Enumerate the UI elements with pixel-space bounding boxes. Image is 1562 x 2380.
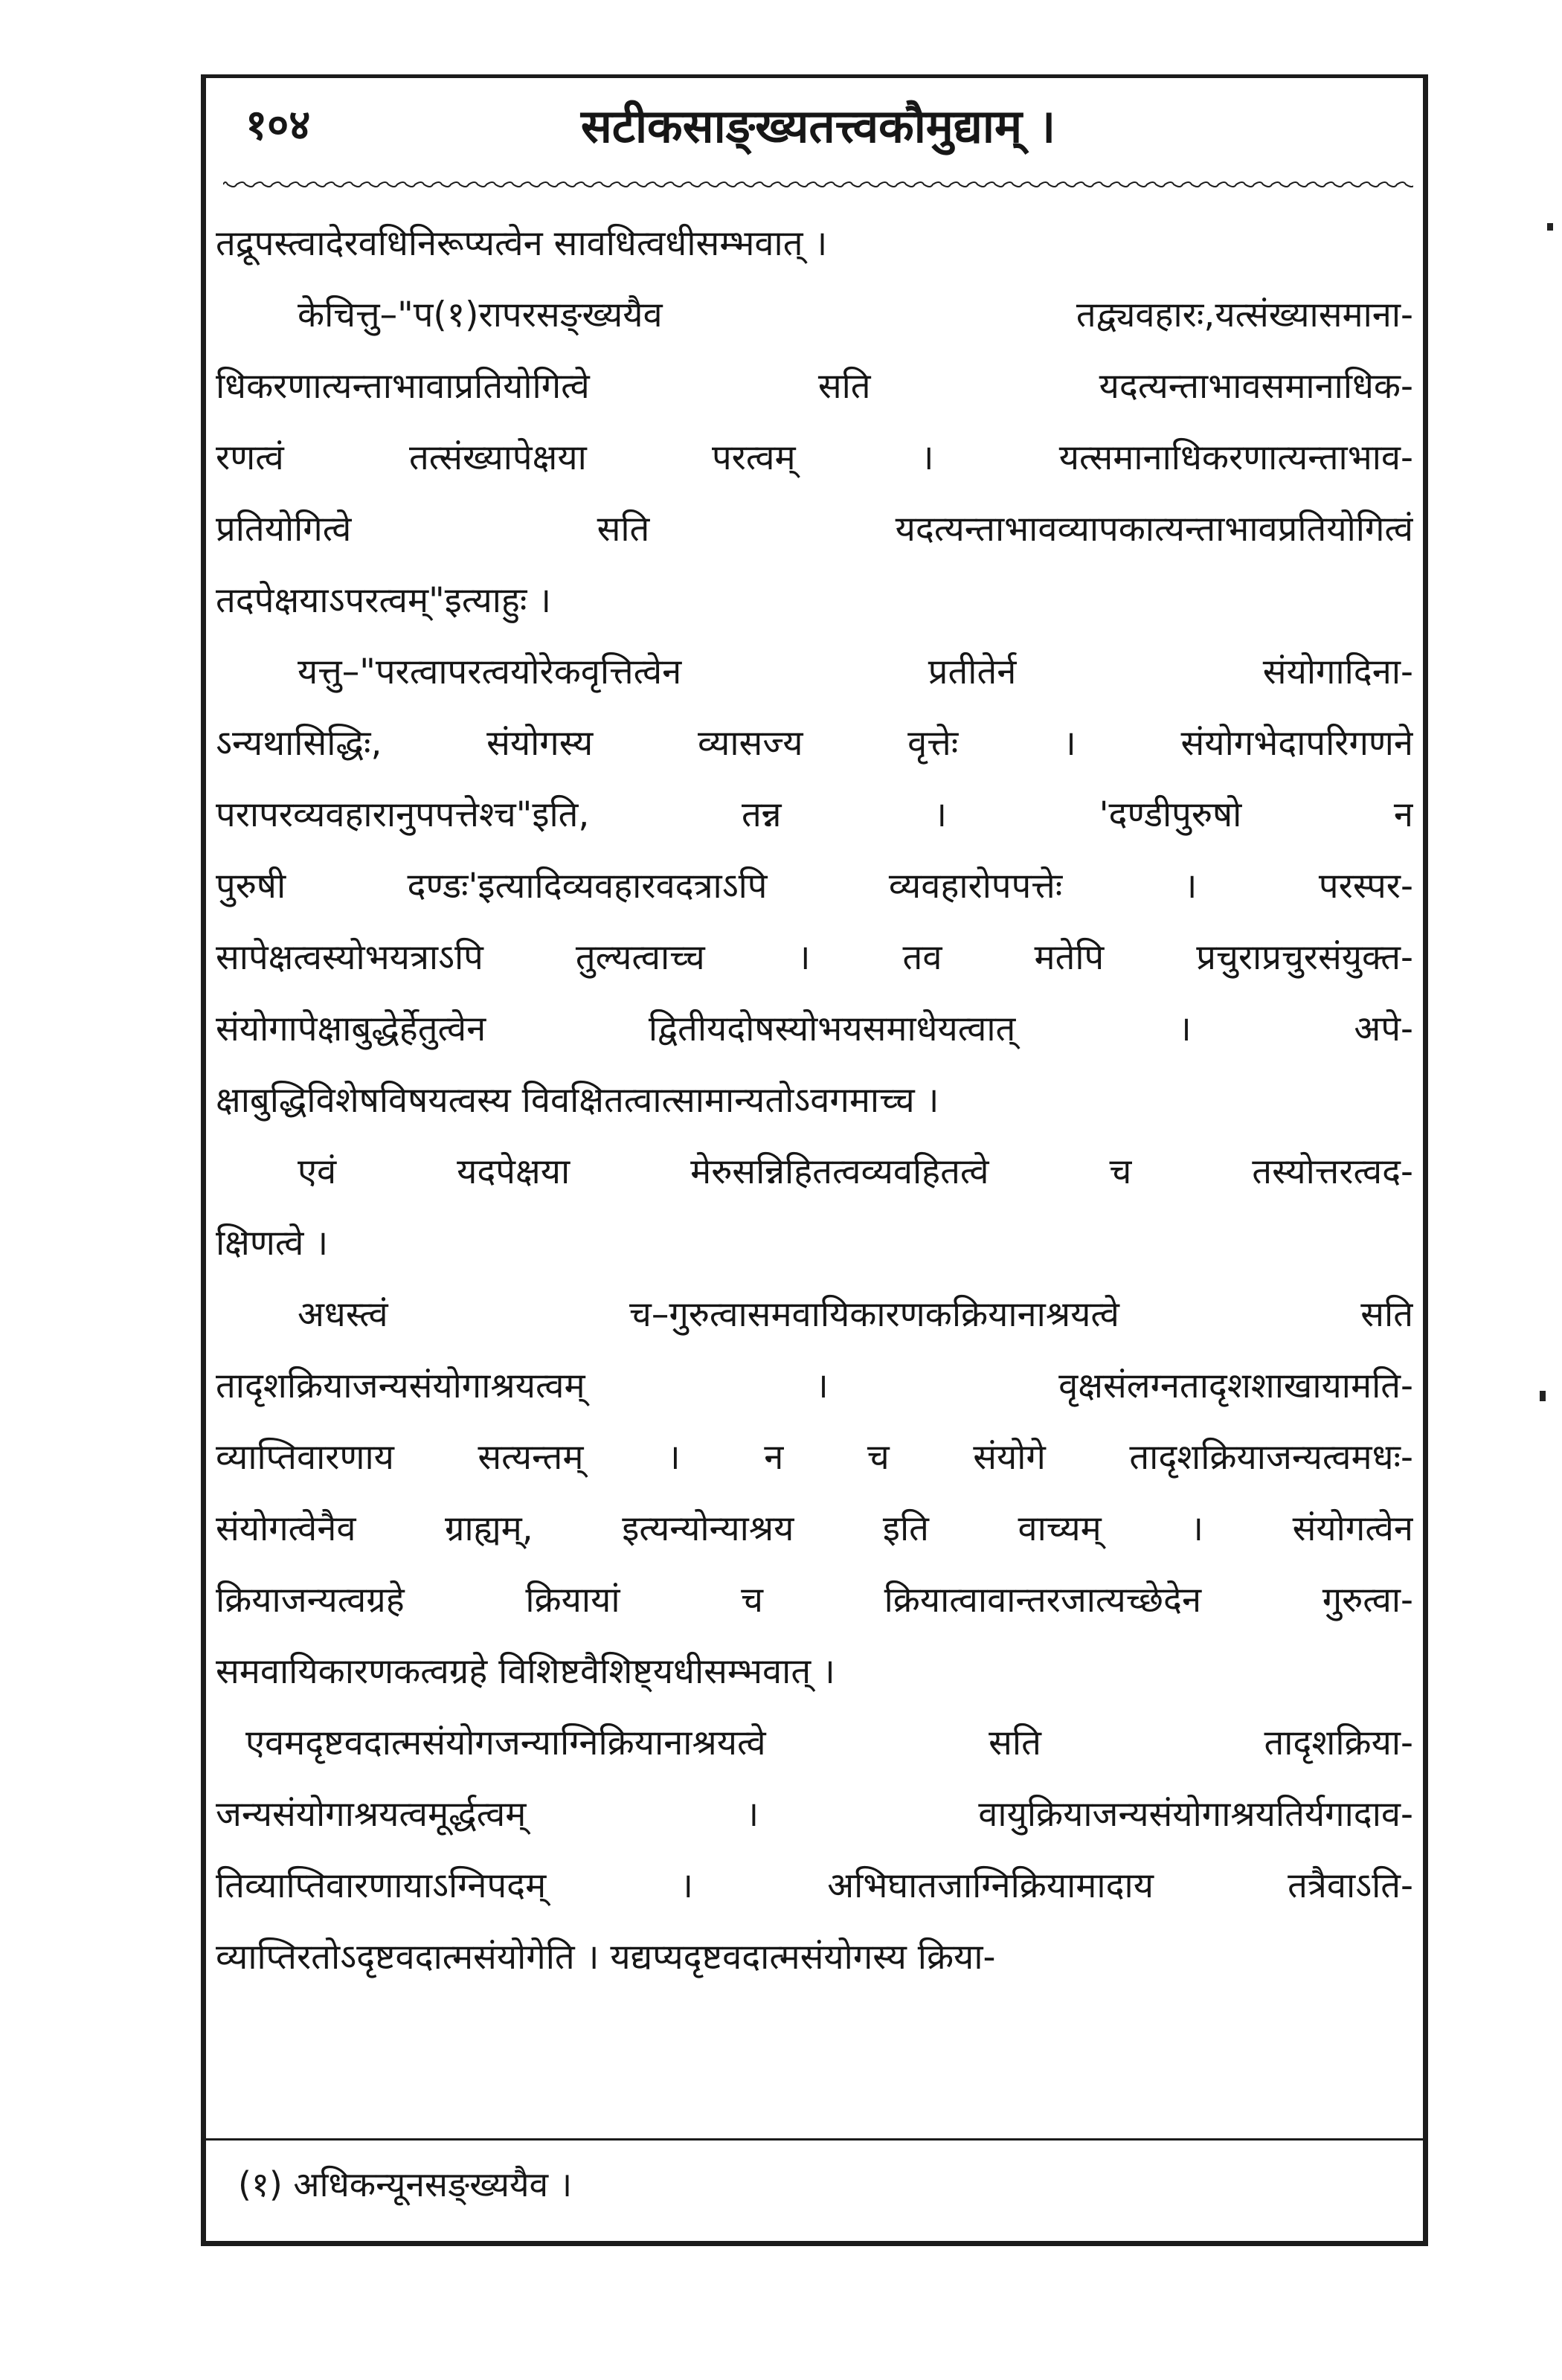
- running-title: सटीकसाङ्ख्यतत्त्वकौमुद्याम् ।: [580, 99, 1056, 153]
- page-edge-mark: [1540, 1391, 1546, 1401]
- text-line: एवं यदपेक्षया मेरुसन्निहितत्वव्यवहितत्वे च तस्योत्तरत्वद-: [298, 1151, 1413, 1192]
- page-number: १०४: [245, 101, 311, 149]
- text-line: समवायिकारणकत्वग्रहे विशिष्टवैशिष्ट्यधीसम्भवात् ।: [216, 1651, 835, 1692]
- text-line: क्षाबुद्धिविशेषविषयत्वस्य विवक्षितत्वात्सामान्यतोऽवगमाच्च ।: [216, 1080, 939, 1121]
- text-line: यत्तु–"परत्वापरत्वयोरेकवृत्तित्वेन प्रतीतेर्न संयोगादिना-: [298, 652, 1413, 692]
- text-line: संयोगापेक्षाबुद्धेर्हेतुत्वेन द्वितीयदोषस्योभयसमाधेयत्वात् । अपे-: [216, 1009, 1413, 1049]
- text-line: अधस्त्वं च–गुरुत्वासमवायिकारणकक्रियानाश्रयत्वे सति: [298, 1294, 1413, 1335]
- page-header: [223, 88, 1413, 170]
- text-line: पुरुषी दण्डः'इत्यादिव्यवहारवदत्राऽपि व्यवहारोपपत्तेः । परस्पर-: [216, 866, 1413, 907]
- header-wavy-rule: [223, 177, 1413, 192]
- page-edge-mark: [1547, 223, 1553, 231]
- text-line: क्रियाजन्यत्वग्रहे क्रियायां च क्रियात्वावान्तरजात्यच्छेदेन गुरुत्वा-: [216, 1580, 1413, 1621]
- footnote-rule: [205, 2138, 1424, 2141]
- text-line: केचित्तु–"प(१)रापरसङ्ख्ययैव तद्व्यवहारः,यत्संख्यासमाना-: [298, 295, 1413, 335]
- text-line: प्रतियोगित्वे सति यदत्यन्ताभावव्यापकात्यन्ताभावप्रतियोगित्वं: [216, 509, 1413, 550]
- text-line: परापरव्यवहारानुपपत्तेश्च"इति, तन्न । 'दण्डीपुरुषो न: [216, 794, 1413, 835]
- text-line: धिकरणात्यन्ताभावाप्रतियोगित्वे सति यदत्यन्ताभावसमानाधिक-: [216, 366, 1413, 407]
- text-line: तद्रूपस्त्वादेरवधिनिरूप्यत्वेन सावधित्वधीसम्भवात् ।: [216, 223, 828, 264]
- text-line: ऽन्यथासिद्धिः, संयोगस्य व्यासज्य वृत्तेः । संयोगभेदापरिगणने: [216, 723, 1413, 764]
- footnote: (१) अधिकन्यूनसङ्ख्ययैव ।: [238, 2164, 573, 2204]
- text-line: तिव्याप्तिवारणायाऽग्निपदम् । अभिघातजाग्निक्रियामादाय तत्रैवाऽति-: [216, 1865, 1413, 1906]
- text-line: जन्यसंयोगाश्रयत्वमूर्द्धत्वम् । वायुक्रियाजन्यसंयोगाश्रयतिर्यगादाव-: [216, 1794, 1413, 1835]
- body-text: [216, 208, 1413, 1993]
- text-line: एवमदृष्टवदात्मसंयोगजन्याग्निक्रियानाश्रयत्वे सति तादृशक्रिया-: [245, 1723, 1413, 1763]
- text-line: क्षिणत्वे ।: [216, 1223, 329, 1264]
- text-line: व्याप्तिवारणाय सत्यन्तम् । न च संयोगे तादृशक्रियाजन्यत्वमधः-: [216, 1437, 1413, 1478]
- text-line: रणत्वं तत्संख्यापेक्षया परत्वम् । यत्समानाधिकरणात्यन्ताभाव-: [216, 437, 1413, 478]
- text-line: संयोगत्वेनैव ग्राह्यम्, इत्यन्योन्याश्रय इति वाच्यम् । संयोगत्वेन: [216, 1508, 1413, 1549]
- text-line: तदपेक्षयाऽपरत्वम्"इत्याहुः ।: [216, 580, 552, 621]
- text-line: सापेक्षत्वस्योभयत्राऽपि तुल्यत्वाच्च । तव मतेपि प्रचुराप्रचुरसंयुक्त-: [216, 937, 1413, 978]
- text-line: व्याप्तिरतोऽदृष्टवदात्मसंयोगेति । यद्यप्यदृष्टवदात्मसंयोगस्य क्रिया-: [216, 1937, 996, 1978]
- text-line: तादृशक्रियाजन्यसंयोगाश्रयत्वम् । वृक्षसंलग्नतादृशशाखायामति-: [216, 1366, 1413, 1406]
